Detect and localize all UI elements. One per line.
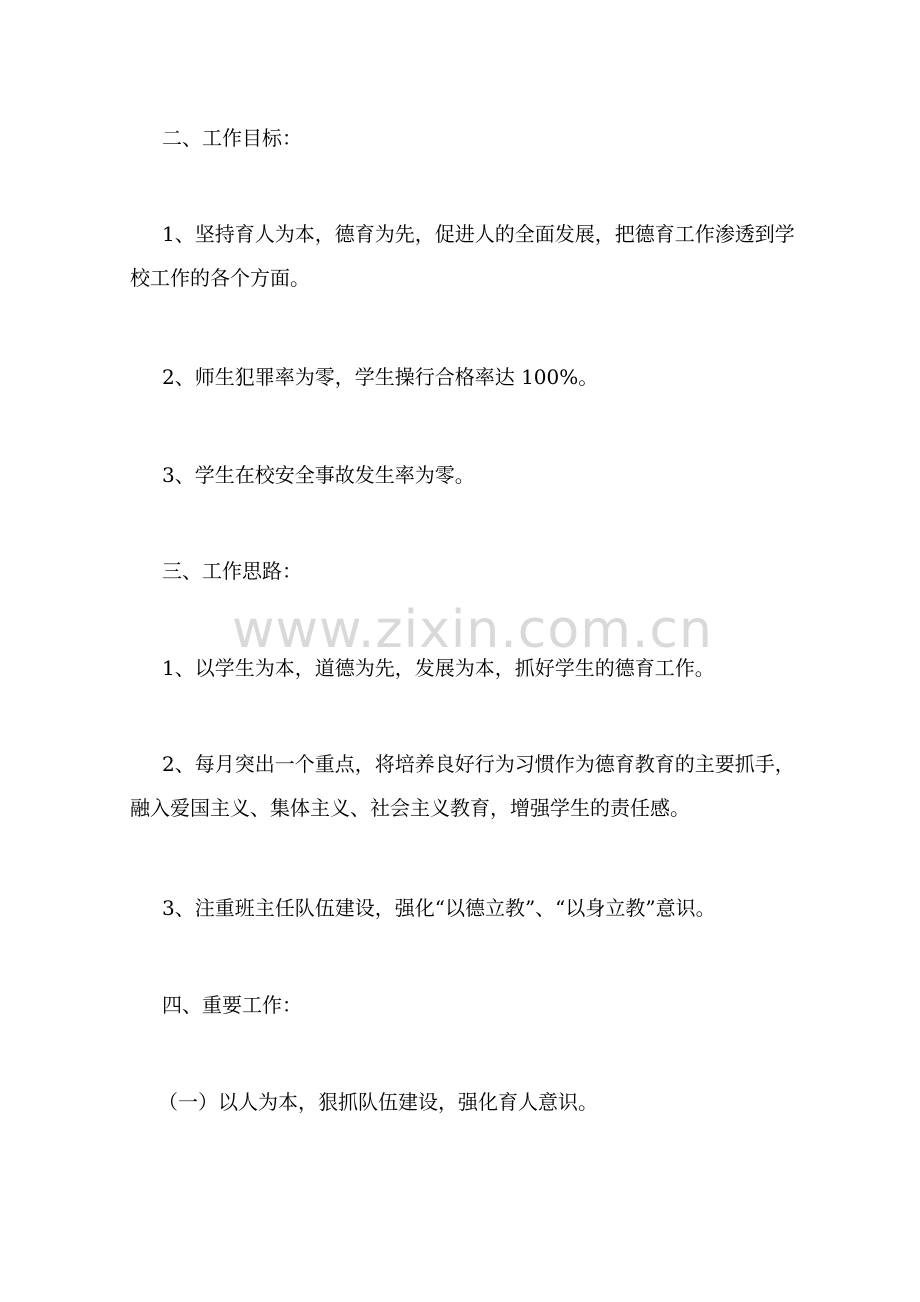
idea-item-3: 3、注重班主任队伍建设，强化“以德立教”、“以身立教”意识。 [162,896,716,920]
idea-item-1: 1、以学生为本，道德为先，发展为本，抓好学生的德育工作。 [162,656,715,680]
heading-work-goals: 二、工作目标： [162,126,302,150]
heading-work-ideas: 三、工作思路： [162,559,302,583]
heading-key-work: 四、重要工作： [162,993,302,1017]
watermark-text: www.zixin.com.cn [232,600,713,660]
goal-item-1: 1、坚持育人为本，德育为先，促进人的全面发展，把德育工作渗透到学校工作的各个方面。 [130,222,795,290]
idea-item-2: 2、每月突出一个重点，将培养良好行为习惯作为德育教育的主要抓手，融入爱国主义、集体主义、社会主义教育，增强学生的责任感。 [130,752,795,820]
goal-item-3: 3、学生在校安全事故发生率为零。 [162,463,475,487]
key-work-item-1: （一）以人为本，狠抓队伍建设，强化育人意识。 [158,1090,598,1114]
goal-item-2: 2、师生犯罪率为零，学生操行合格率达 100%。 [162,365,599,389]
